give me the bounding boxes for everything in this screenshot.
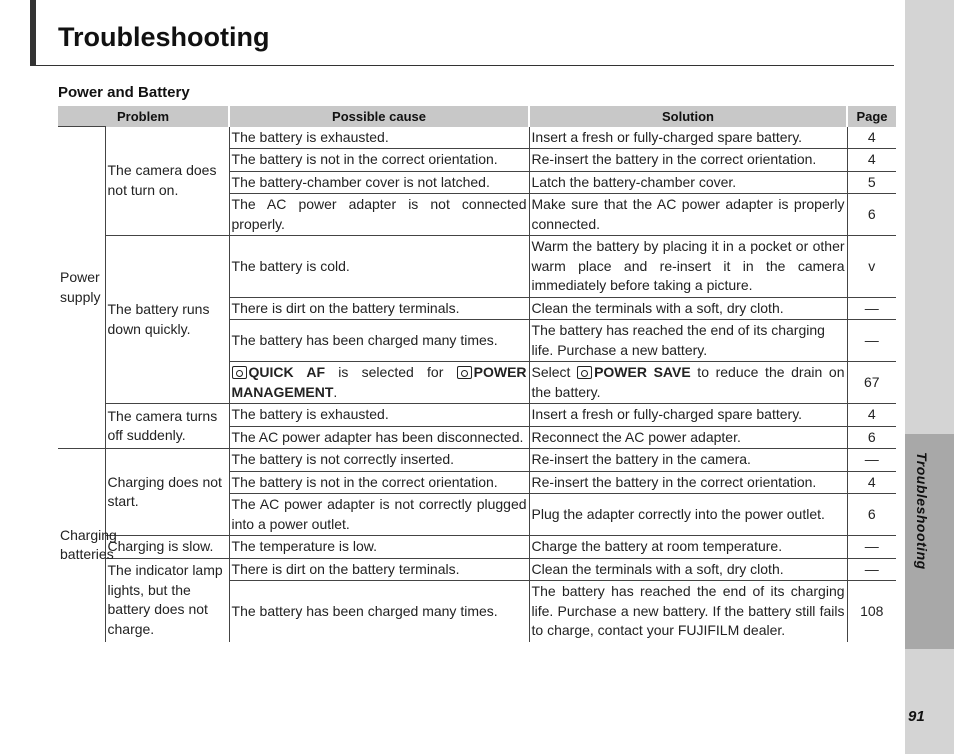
side-tab-label: Troubleshooting [914, 452, 930, 570]
solution-cell: The battery has reached the end of its charging life. Purchase a new battery. [529, 320, 847, 362]
solution-cell [529, 362, 847, 404]
category-label: batteries [60, 546, 114, 563]
page-ref[interactable]: 67 [847, 362, 896, 404]
cause-cell: The battery is cold. [229, 236, 529, 298]
solution-cell: Insert a fresh or fully-charged spare battery. [529, 404, 847, 427]
problem-cell: The camera does not turn on. [105, 127, 229, 236]
category-label: Power [60, 269, 100, 285]
problem-cell: Charging does not start. [105, 449, 229, 536]
cause-text: . [333, 383, 338, 400]
cause-cell: The AC power adapter is not correctly plugged into a power outlet. [229, 494, 529, 536]
cause-cell: The battery is exhausted. [229, 404, 529, 427]
cause-cell: The temperature is low. [229, 536, 529, 559]
header-page: Page [847, 106, 896, 127]
header-cause: Possible cause [229, 106, 529, 127]
solution-cell: Re-insert the battery in the correct orientation. [529, 149, 847, 172]
category-label: Charging [60, 526, 117, 543]
menu-item-power-management: POWER MANAGEMENT [231, 364, 527, 400]
page-ref[interactable]: 4 [847, 471, 896, 494]
solution-cell: The battery has reached the end of its charging life. Purchase a new battery. If the battery still fails to charge, contact your FUJIFILM dealer. [529, 581, 847, 642]
solution-cell: Make sure that the AC power adapter is properly connected. [529, 194, 847, 236]
solution-text: Select [531, 364, 578, 380]
problem-cell: The battery runs down quickly. [105, 236, 229, 404]
page-ref: — [847, 320, 896, 362]
header-solution: Solution [529, 106, 847, 127]
cause-cell: The battery-chamber cover is not latched. [229, 171, 529, 194]
page-ref[interactable]: 4 [847, 149, 896, 172]
page-ref[interactable]: 6 [847, 426, 896, 449]
category-power-supply [58, 127, 105, 449]
page-title: Troubleshooting [58, 22, 270, 52]
troubleshooting-table [58, 106, 896, 642]
page-ref[interactable]: 5 [847, 171, 896, 194]
table-row [58, 536, 896, 559]
cause-cell: The AC power adapter is not connected properly. [229, 194, 529, 236]
power-save-icon [577, 366, 592, 379]
cause-cell: The battery is not in the correct orientation. [229, 471, 529, 494]
page-ref: — [847, 558, 896, 581]
solution-text: to reduce the drain on the battery. [531, 364, 845, 400]
page-number: 91 [908, 708, 925, 725]
cause-cell: There is dirt on the battery terminals. [229, 558, 529, 581]
category-charging-batteries [58, 449, 117, 642]
solution-cell: Reconnect the AC power adapter. [529, 426, 847, 449]
cause-text: is selected for [325, 364, 457, 380]
table-row [58, 404, 896, 427]
header-problem: Problem [58, 106, 229, 127]
solution-cell: Plug the adapter correctly into the power outlet. [529, 494, 847, 536]
table-row [58, 236, 896, 298]
page-ref[interactable]: 4 [847, 404, 896, 427]
solution-cell: Re-insert the battery in the correct orientation. [529, 471, 847, 494]
cause-cell: The battery has been charged many times. [229, 581, 529, 642]
setup-icon [457, 366, 472, 379]
page-ref: — [847, 297, 896, 320]
page-ref[interactable]: 6 [847, 494, 896, 536]
table-row [58, 558, 896, 581]
title-accent-bar [30, 0, 36, 66]
cause-cell: The battery is exhausted. [229, 127, 529, 149]
cause-cell: There is dirt on the battery terminals. [229, 297, 529, 320]
cause-cell: The battery is not in the correct orientation. [229, 149, 529, 172]
problem-cell: The camera turns off suddenly. [105, 404, 229, 449]
category-label: supply [60, 288, 101, 305]
page-ref[interactable]: 6 [847, 194, 896, 236]
solution-cell: Re-insert the battery in the camera. [529, 449, 847, 472]
table-header-row [58, 106, 896, 127]
page-ref[interactable]: v [847, 236, 896, 298]
solution-cell: Warm the battery by placing it in a pocket or other warm place and re-insert it in the camera immediately before taking a picture. [529, 236, 847, 298]
problem-cell: The indicator lamp lights, but the battery does not charge. [105, 558, 229, 642]
solution-cell: Clean the terminals with a soft, dry cloth. [529, 297, 847, 320]
cause-cell: The battery is not correctly inserted. [229, 449, 529, 472]
problem-cell: Charging is slow. [105, 536, 229, 559]
solution-cell: Clean the terminals with a soft, dry cloth. [529, 558, 847, 581]
menu-item-quick-af: QUICK AF [248, 364, 326, 380]
cause-cell [229, 362, 529, 404]
page-ref[interactable]: 4 [847, 127, 896, 149]
table-row [58, 127, 896, 149]
solution-cell: Latch the battery-chamber cover. [529, 171, 847, 194]
page-ref: — [847, 449, 896, 472]
cause-cell: The battery has been charged many times. [229, 320, 529, 362]
af-mode-icon [232, 366, 247, 379]
page-ref[interactable]: 108 [847, 581, 896, 642]
table-row [58, 449, 896, 472]
cause-cell: The AC power adapter has been disconnected. [229, 426, 529, 449]
solution-cell: Insert a fresh or fully-charged spare battery. [529, 127, 847, 149]
menu-item-power-save: POWER SAVE [594, 364, 691, 380]
page-ref: — [847, 536, 896, 559]
solution-cell: Charge the battery at room temperature. [529, 536, 847, 559]
section-title: Power and Battery [58, 84, 190, 101]
title-divider [30, 65, 894, 66]
